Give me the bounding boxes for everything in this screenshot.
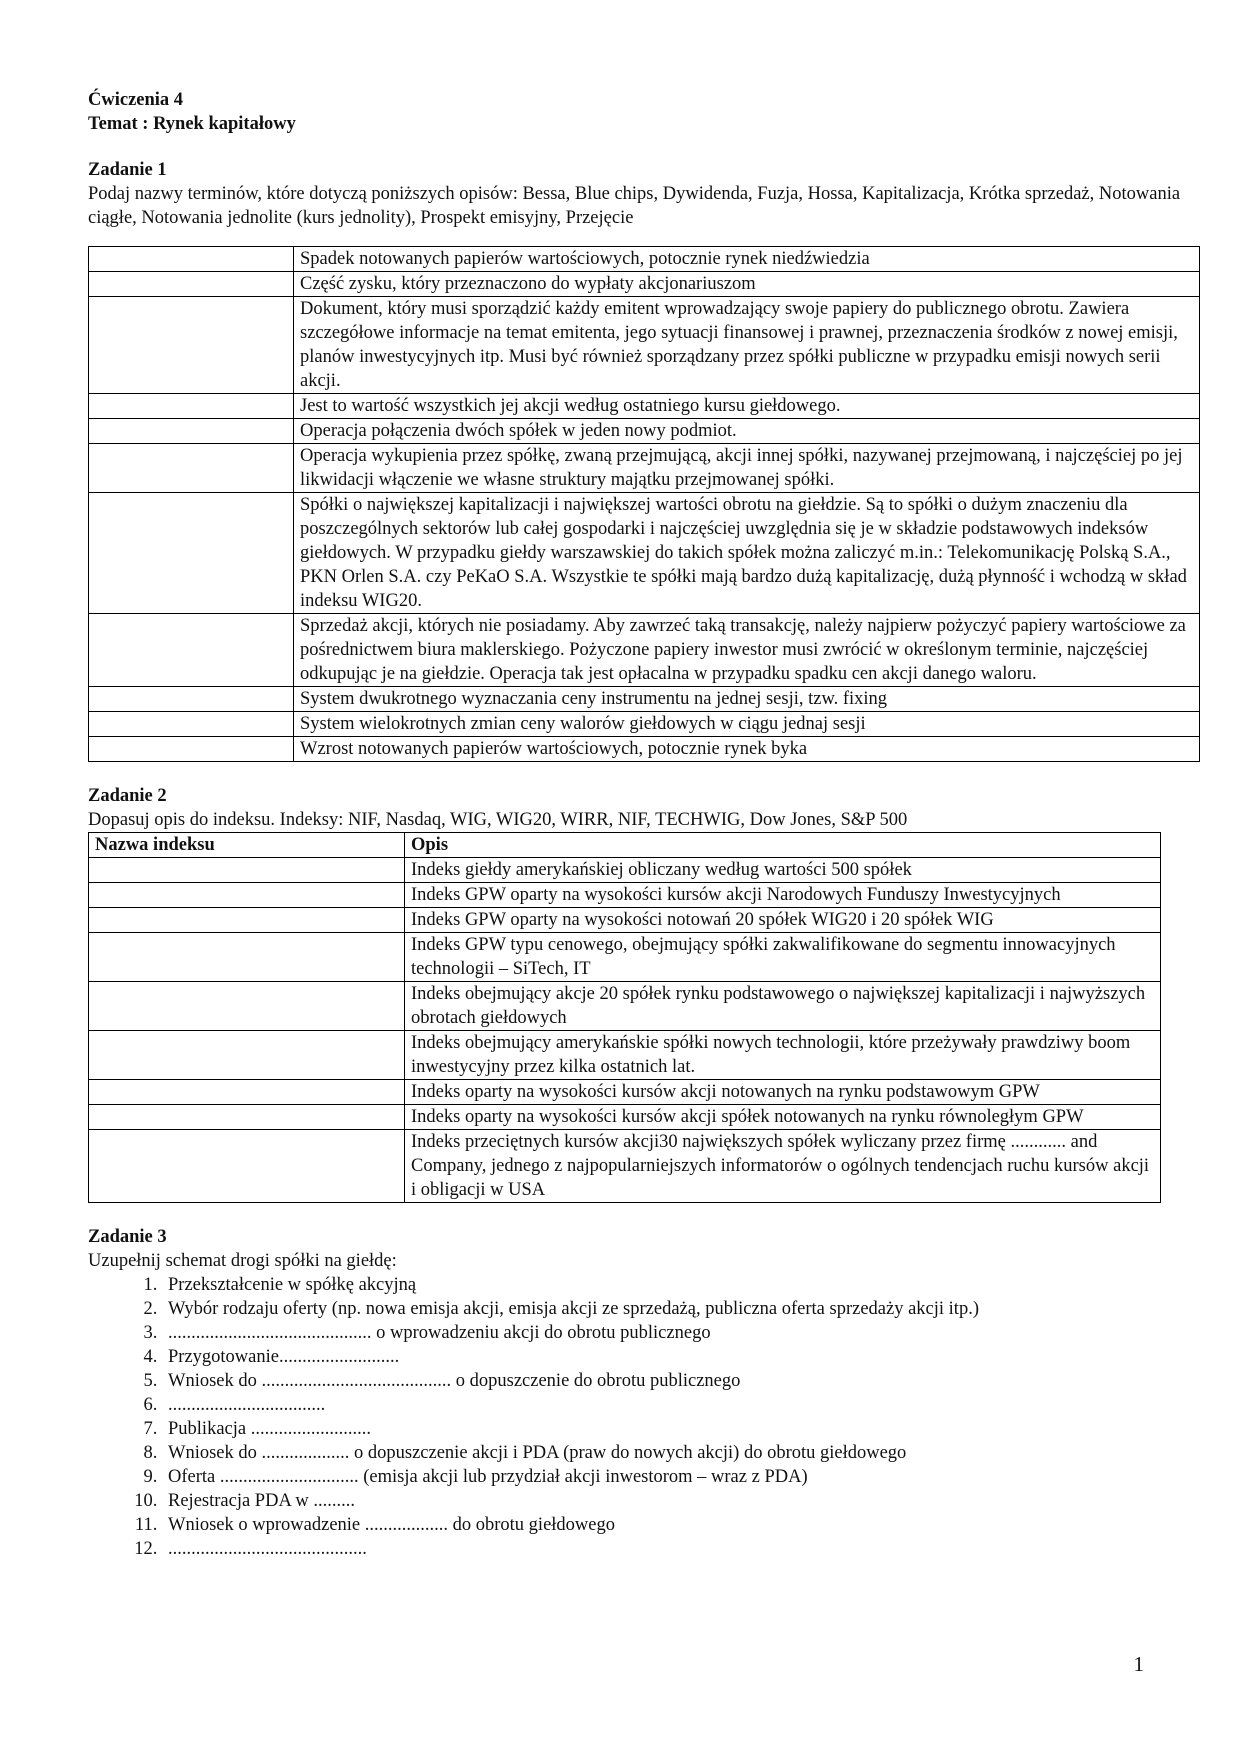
table-row [89, 444, 1200, 493]
definition-cell: Część zysku, który przeznaczono do wypłaty akcjonariuszom [294, 272, 1200, 297]
description-cell: Indeks GPW oparty na wysokości notowań 20 spółek WIG20 i 20 spółek WIG [405, 908, 1161, 933]
list-item: 3. ............................................ o wprowadzeniu akcji do obrotu publicznego [162, 1321, 1208, 1345]
list-item: 2. Wybór rodzaju oferty (np. nowa emisja akcji, emisja akcji ze sprzedażą, publiczna oferta sprzedaży akcji itp.) [162, 1297, 1208, 1321]
definition-cell: Dokument, który musi sporządzić każdy emitent wprowadzający swoje papiery do publicznego obrotu. Zawiera szczegółowe informacje na temat emitenta, jego sytuacji finansowej i prawnej, przeznaczenia środków z nowej emisji, planów inwestycyjnych itp. Musi być również sporządzany przez spółki publiczne w przypadku emisji nowych serii akcji. [294, 297, 1200, 394]
table-row [89, 297, 1200, 394]
task3-instruction: Uzupełnij schemat drogi spółki na giełdę: [88, 1251, 397, 1271]
table-row [89, 272, 1200, 297]
document-title: Ćwiczenia 4 [88, 90, 184, 110]
table-row [89, 858, 1161, 883]
table-row [89, 247, 1200, 272]
table-row [89, 1031, 1161, 1080]
answer-cell[interactable] [89, 1080, 405, 1105]
list-item: 1. Przekształcenie w spółkę akcyjną [162, 1273, 1208, 1297]
description-cell: Indeks obejmujący amerykańskie spółki nowych technologii, które przeżywały prawdziwy boom inwestycyjny przez kilka ostatnich lat. [405, 1031, 1161, 1080]
list-item: 9. Oferta .............................. (emisja akcji lub przydział akcji inwestorom – wraz z PDA) [162, 1465, 1208, 1489]
list-item: 10. Rejestracja PDA w ......... [162, 1489, 1208, 1513]
table-row [89, 883, 1161, 908]
definition-cell: Spółki o największej kapitalizacji i największej wartości obrotu na giełdzie. Są to spółki o dużym znaczeniu dla poszczególnych sektorów lub całej gospodarki i najczęściej uwzględnia się je w składzie podstawowych indeksów giełdowych. W przypadku giełdy warszawskiej do takich spółek można zaliczyć m.in.: Telekomunikację Polską S.A., PKN Orlen S.A. czy PeKaO S.A. Wszystkie te spółki mają bardzo dużą kapitalizację, dużą płynność i wchodzą w skład indeksu WIG20. [294, 493, 1200, 614]
task2-heading: Zadanie 2 [88, 786, 167, 806]
task3-steps-list [88, 1273, 1208, 1561]
table-row [89, 1130, 1161, 1203]
table-row [89, 493, 1200, 614]
list-item: 12. ........................................... [162, 1537, 1208, 1561]
task1-heading: Zadanie 1 [88, 160, 167, 180]
description-cell: Indeks obejmujący akcje 20 spółek rynku podstawowego o największej kapitalizacji i najwyższych obrotach giełdowych [405, 982, 1161, 1031]
definition-cell: Jest to wartość wszystkich jej akcji według ostatniego kursu giełdowego. [294, 394, 1200, 419]
definition-cell: System wielokrotnych zmian ceny walorów giełdowych w ciągu jednaj sesji [294, 712, 1200, 737]
definition-cell: Spadek notowanych papierów wartościowych, potocznie rynek niedźwiedzia [294, 247, 1200, 272]
document-topic: Temat : Rynek kapitałowy [88, 114, 296, 134]
description-cell: Indeks giełdy amerykańskiej obliczany według wartości 500 spółek [405, 858, 1161, 883]
answer-cell[interactable] [89, 737, 294, 762]
task1-instruction: Podaj nazwy terminów, które dotyczą poniższych opisów: Bessa, Blue chips, Dywidenda, Fuzja, Hossa, Kapitalizacja, Krótka sprzedaż, Notowania ciągłe, Notowania jednolite (kurs jednolity), Prospekt emisyjny, Przejęcie [88, 184, 1181, 228]
task3-heading: Zadanie 3 [88, 1227, 167, 1247]
definition-cell: Sprzedaż akcji, których nie posiadamy. Aby zawrzeć taką transakcję, należy najpierw pożyczyć papiery wartościowe za pośrednictwem biura maklerskiego. Pożyczone papiery inwestor musi zwrócić w określonym terminie, najczęściej odkupując je na giełdzie. Operacja tak jest opłacalna w przypadku spadku cen akcji danego waloru. [294, 614, 1200, 687]
table-row [89, 908, 1161, 933]
answer-cell[interactable] [89, 247, 294, 272]
definition-cell: Wzrost notowanych papierów wartościowych, potocznie rynek byka [294, 737, 1200, 762]
table-row [89, 419, 1200, 444]
description-cell: Indeks oparty na wysokości kursów akcji notowanych na rynku podstawowym GPW [405, 1080, 1161, 1105]
column-header-description: Opis [405, 833, 1161, 858]
table-row [89, 933, 1161, 982]
description-cell: Indeks oparty na wysokości kursów akcji spółek notowanych na rynku równoległym GPW [405, 1105, 1161, 1130]
task2-instruction: Dopasuj opis do indeksu. Indeksy: NIF, Nasdaq, WIG, WIG20, WIRR, NIF, TECHWIG, Dow Jones, S&P 500 [88, 810, 908, 830]
answer-cell[interactable] [89, 419, 294, 444]
column-header-index-name: Nazwa indeksu [89, 833, 405, 858]
table-header-row [89, 833, 1161, 858]
definition-cell: System dwukrotnego wyznaczania ceny instrumentu na jednej sesji, tzw. fixing [294, 687, 1200, 712]
answer-cell[interactable] [89, 272, 294, 297]
description-cell: Indeks przeciętnych kursów akcji30 największych spółek wyliczany przez firmę ............ and Company, jednego z najpopularniejszych informatorów o ogólnych tendencjach ruchu kursów akcji i obligacji w USA [405, 1130, 1161, 1203]
document-page [88, 88, 1208, 1561]
answer-cell[interactable] [89, 883, 405, 908]
table-row [89, 712, 1200, 737]
table-row [89, 1080, 1161, 1105]
description-cell: Indeks GPW oparty na wysokości kursów akcji Narodowych Funduszy Inwestycyjnych [405, 883, 1161, 908]
answer-cell[interactable] [89, 1031, 405, 1080]
answer-cell[interactable] [89, 908, 405, 933]
description-cell: Indeks GPW typu cenowego, obejmujący spółki zakwalifikowane do segmentu innowacyjnych technologii – SiTech, IT [405, 933, 1161, 982]
page-number: 1 [1133, 1652, 1144, 1676]
task2-table [88, 832, 1161, 1203]
table-row [89, 687, 1200, 712]
answer-cell[interactable] [89, 493, 294, 614]
answer-cell[interactable] [89, 614, 294, 687]
table-row [89, 1105, 1161, 1130]
answer-cell[interactable] [89, 858, 405, 883]
answer-cell[interactable] [89, 1105, 405, 1130]
answer-cell[interactable] [89, 394, 294, 419]
list-item: 6. .................................. [162, 1393, 1208, 1417]
answer-cell[interactable] [89, 982, 405, 1031]
list-item: 5. Wniosek do ......................................... o dopuszczenie do obrotu publicznego [162, 1369, 1208, 1393]
answer-cell[interactable] [89, 687, 294, 712]
table-row [89, 614, 1200, 687]
list-item: 11. Wniosek o wprowadzenie .................. do obrotu giełdowego [162, 1513, 1208, 1537]
table-row [89, 982, 1161, 1031]
table-row [89, 394, 1200, 419]
answer-cell[interactable] [89, 1130, 405, 1203]
task1-table [88, 246, 1200, 762]
answer-cell[interactable] [89, 712, 294, 737]
list-item: 8. Wniosek do ................... o dopuszczenie akcji i PDA (praw do nowych akcji) do obrotu giełdowego [162, 1441, 1208, 1465]
table-row [89, 737, 1200, 762]
answer-cell[interactable] [89, 297, 294, 394]
answer-cell[interactable] [89, 933, 405, 982]
answer-cell[interactable] [89, 444, 294, 493]
definition-cell: Operacja połączenia dwóch spółek w jeden nowy podmiot. [294, 419, 1200, 444]
list-item: 4. Przygotowanie.......................... [162, 1345, 1208, 1369]
list-item: 7. Publikacja .......................... [162, 1417, 1208, 1441]
definition-cell: Operacja wykupienia przez spółkę, zwaną przejmującą, akcji innej spółki, nazywanej przejmowaną, i najczęściej po jej likwidacji włączenie we własne struktury majątku przejmowanej spółki. [294, 444, 1200, 493]
